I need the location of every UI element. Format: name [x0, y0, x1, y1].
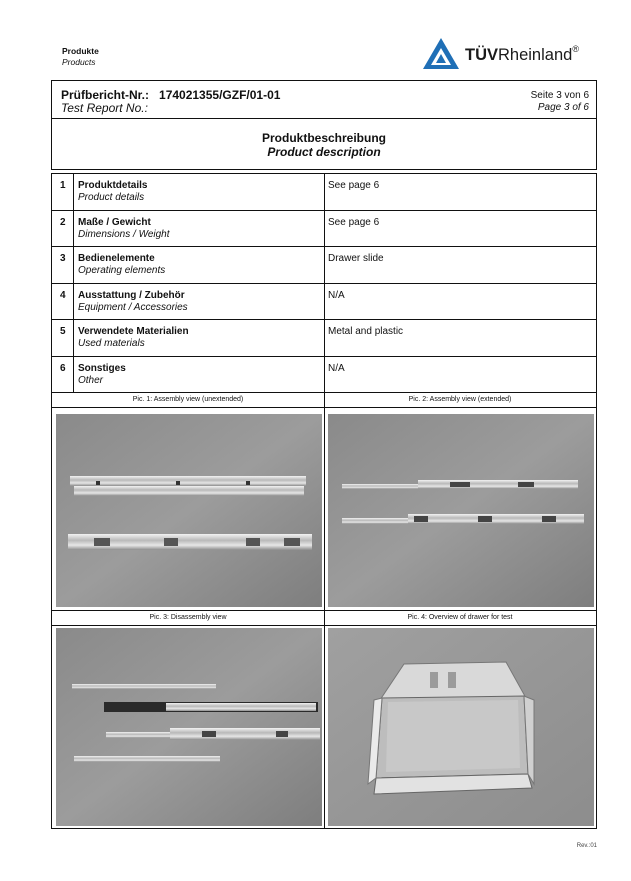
caption-mid-top-line — [52, 610, 596, 611]
row-label-en: Used materials — [78, 338, 145, 349]
page-indicator-de: Seite 3 von 6 — [530, 90, 589, 101]
report-number-en: Test Report No.: — [61, 101, 148, 115]
row-number: 6 — [60, 362, 66, 374]
products-label-de: Produkte — [62, 46, 99, 56]
table-row — [52, 247, 596, 284]
section-title-de: Produktbeschreibung — [261, 131, 386, 145]
table-row — [52, 357, 596, 394]
slide-rail — [70, 476, 306, 496]
row-value: Drawer slide — [328, 253, 384, 264]
report-header-box — [51, 80, 597, 170]
row-value: Metal and plastic — [328, 326, 404, 337]
row-label-de: Produktdetails — [78, 180, 148, 191]
row-label-de: Ausstattung / Zubehör — [78, 289, 185, 301]
row-label-en: Operating elements — [78, 265, 166, 276]
row-label-en: Equipment / Accessories — [78, 301, 188, 313]
rail-part — [104, 702, 318, 712]
row-number: 3 — [60, 253, 66, 264]
section-title-en: Product description — [267, 145, 381, 159]
section-title — [52, 131, 596, 159]
report-number-row — [52, 81, 596, 119]
row-value: N/A — [328, 362, 345, 374]
table-row — [52, 284, 596, 321]
row-label-en: Other — [78, 374, 104, 386]
row-label-en: Dimensions / Weight — [78, 228, 170, 240]
revision-label: Rev.:01 — [576, 843, 597, 849]
product-description-table — [51, 173, 597, 829]
row-number: 5 — [60, 326, 66, 337]
pic4-caption: Pic. 4: Overview of drawer for test — [407, 614, 513, 621]
row-label-de: Bedienelemente — [78, 253, 155, 264]
row-value: See page 6 — [328, 216, 380, 228]
caption-mid-bottom-line — [52, 625, 596, 626]
rail-part — [74, 756, 220, 762]
row-value: See page 6 — [328, 180, 380, 191]
pic3-photo — [56, 628, 322, 826]
logo-wordmark: TÜVRheinland® — [465, 44, 579, 64]
report-number-value: 174021355/GZF/01-01 — [159, 88, 281, 102]
pic1-photo — [56, 414, 322, 607]
row-number: 1 — [60, 180, 66, 191]
products-label-en: Products — [62, 57, 96, 67]
report-number-de: Prüfbericht-Nr.: 174021355/GZF/01-01 — [61, 88, 281, 102]
rail-part — [72, 684, 216, 689]
row-label-de: Verwendete Materialien — [78, 326, 189, 337]
table-row — [52, 211, 596, 248]
table-row — [52, 320, 596, 357]
page-indicator-en: Page 3 of 6 — [537, 102, 589, 113]
row-value: N/A — [328, 289, 345, 301]
drawer-box — [368, 662, 534, 794]
row-label-de: Sonstiges — [78, 362, 126, 374]
pic2-caption: Pic. 2: Assembly view (extended) — [408, 396, 512, 403]
pic3-caption: Pic. 3: Disassembly view — [149, 614, 227, 621]
row-number: 4 — [60, 289, 66, 301]
row-label-de: Maße / Gewicht — [78, 216, 151, 228]
slide-rail — [68, 534, 312, 550]
row-number: 2 — [60, 216, 66, 228]
pic4-photo — [328, 628, 594, 826]
pic1-caption: Pic. 1: Assembly view (unextended) — [132, 396, 244, 403]
row-label-en: Product details — [78, 192, 145, 203]
tuv-triangle-icon — [421, 36, 461, 72]
header-products — [62, 46, 99, 68]
table-row — [52, 174, 596, 211]
pic2-photo — [328, 414, 594, 607]
tuv-rheinland-logo — [421, 36, 601, 72]
